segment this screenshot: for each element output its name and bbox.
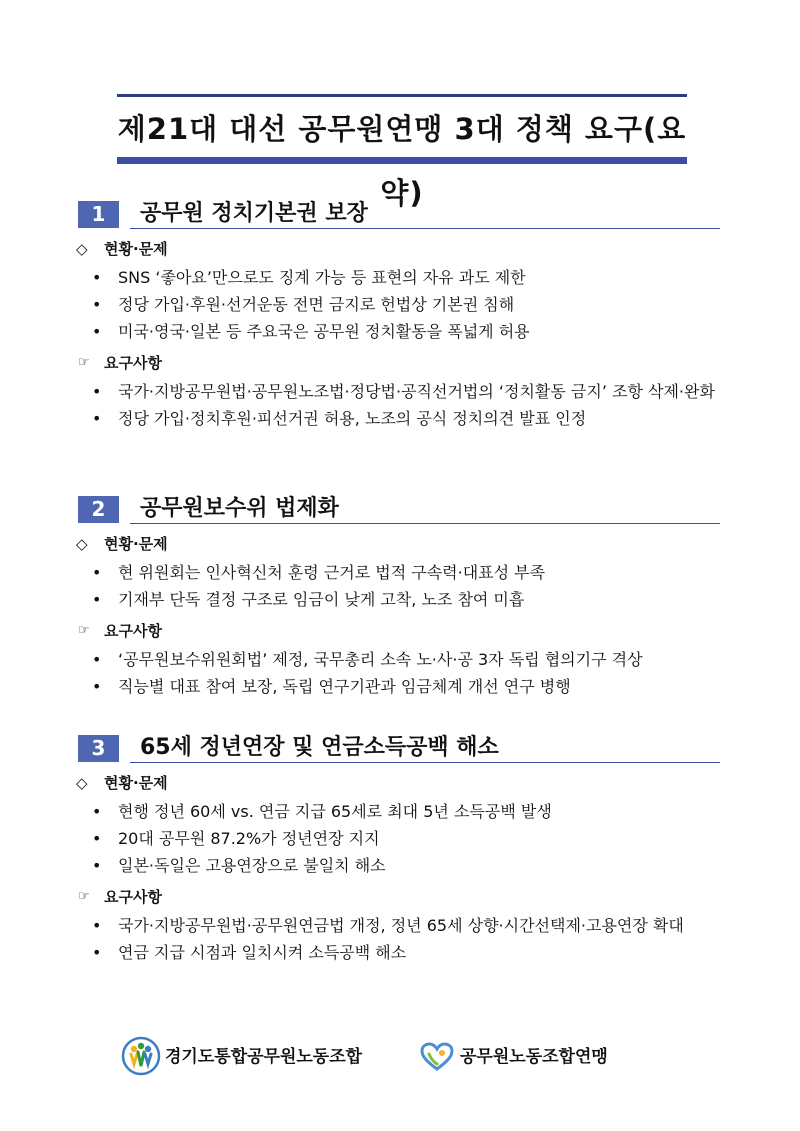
section-header [78, 494, 720, 524]
demands-list [78, 912, 720, 966]
list-item: • SNS ‘좋아요’만으로도 징계 가능 등 표현의 자유 과도 제한 [78, 264, 720, 291]
status-label: 현황·문제 [104, 240, 168, 258]
list-item: • 20대 공무원 87.2%가 정년연장 지지 [78, 825, 720, 852]
demands-list [78, 378, 720, 432]
status-list [78, 798, 720, 879]
demands-label: 요구사항 [104, 622, 162, 640]
section-number: 3 [78, 735, 119, 762]
demands-heading [78, 887, 720, 907]
list-item: • 국가·지방공무원법·공무원연금법 개정, 정년 65세 상향·시간선택제·고용연장 확대 [78, 912, 720, 939]
demands-heading [78, 353, 720, 373]
pointing-hand-icon: ☞ [78, 889, 90, 904]
section-political-rights [78, 199, 720, 432]
demands-heading [78, 621, 720, 641]
section-number: 1 [78, 201, 119, 228]
list-item: • 기재부 단독 결정 구조로 임금이 낮게 고착, 노조 참여 미흡 [78, 586, 720, 613]
bullet-icon: • [92, 856, 102, 875]
diamond-icon: ◇ [76, 240, 88, 258]
bullet-icon: • [92, 563, 102, 582]
section-title: 공무원 정치기본권 보장 [140, 201, 368, 226]
list-item: • 미국·영국·일본 등 주요국은 공무원 정치활동을 폭넓게 허용 [78, 318, 720, 345]
list-item: • 일본·독일은 고용연장으로 불일치 해소 [78, 852, 720, 879]
demands-label: 요구사항 [104, 354, 162, 372]
diamond-icon: ◇ [76, 774, 88, 792]
bullet-icon: • [92, 650, 102, 669]
list-item: • 현 위원회는 인사혁신처 훈령 근거로 법적 구속력·대표성 부족 [78, 559, 720, 586]
title-box [117, 94, 687, 210]
diamond-icon: ◇ [76, 535, 88, 553]
pointing-hand-icon: ☞ [78, 355, 90, 370]
section-underline [130, 762, 720, 763]
page-title: 제21대 대선 공무원연맹 3대 정책 요구(요약) [117, 112, 687, 210]
bullet-icon: • [92, 829, 102, 848]
bullet-icon: • [92, 322, 102, 341]
bullet-icon: • [92, 677, 102, 696]
list-item: • 연금 지급 시점과 일치시켜 소득공백 해소 [78, 939, 720, 966]
list-item: • ‘공무원보수위원회법’ 제정, 국무총리 소속 노·사·공 3자 독립 협의기구 격상 [78, 646, 720, 673]
status-list [78, 264, 720, 345]
bullet-icon: • [92, 295, 102, 314]
list-item: • 현행 정년 60세 vs. 연금 지급 65세로 최대 5년 소득공백 발생 [78, 798, 720, 825]
bullet-icon: • [92, 916, 102, 935]
section-pay-committee [78, 494, 720, 700]
gyeonggi-union-logo [121, 1036, 391, 1076]
heart-logo-icon [420, 1042, 454, 1072]
pointing-hand-icon: ☞ [78, 623, 90, 638]
status-heading [78, 534, 720, 554]
bullet-icon: • [92, 802, 102, 821]
list-item: • 직능별 대표 참여 보장, 독립 연구기관과 임금체계 개선 연구 병행 [78, 673, 720, 700]
bullet-icon: • [92, 409, 102, 428]
people-logo-icon [121, 1036, 161, 1076]
list-item: • 정당 가입·정치후원·피선거권 허용, 노조의 공식 정치의견 발표 인정 [78, 405, 720, 432]
federation-logo [420, 1036, 630, 1076]
logo-text: 공무원노동조합연맹 [460, 1047, 608, 1067]
list-item: • 정당 가입·후원·선거운동 전면 금지로 헌법상 기본권 침해 [78, 291, 720, 318]
bullet-icon: • [92, 382, 102, 401]
section-title: 65세 정년연장 및 연금소득공백 해소 [140, 735, 499, 760]
section-retirement-extension [78, 733, 720, 966]
demands-label: 요구사항 [104, 888, 162, 906]
section-underline [130, 228, 720, 229]
demands-list [78, 646, 720, 700]
section-header [78, 733, 720, 763]
section-number: 2 [78, 496, 119, 523]
section-underline [130, 523, 720, 524]
bullet-icon: • [92, 943, 102, 962]
list-item: • 국가·지방공무원법·공무원노조법·정당법·공직선거법의 ‘정치활동 금지’ 조항 삭제·완화 [78, 378, 720, 405]
status-label: 현황·문제 [104, 535, 168, 553]
logo-text: 경기도통합공무원노동조합 [165, 1047, 363, 1067]
status-heading [78, 773, 720, 793]
status-label: 현황·문제 [104, 774, 168, 792]
section-header [78, 199, 720, 229]
status-heading [78, 239, 720, 259]
bullet-icon: • [92, 590, 102, 609]
status-list [78, 559, 720, 613]
section-title: 공무원보수위 법제화 [140, 496, 339, 521]
bullet-icon: • [92, 268, 102, 287]
